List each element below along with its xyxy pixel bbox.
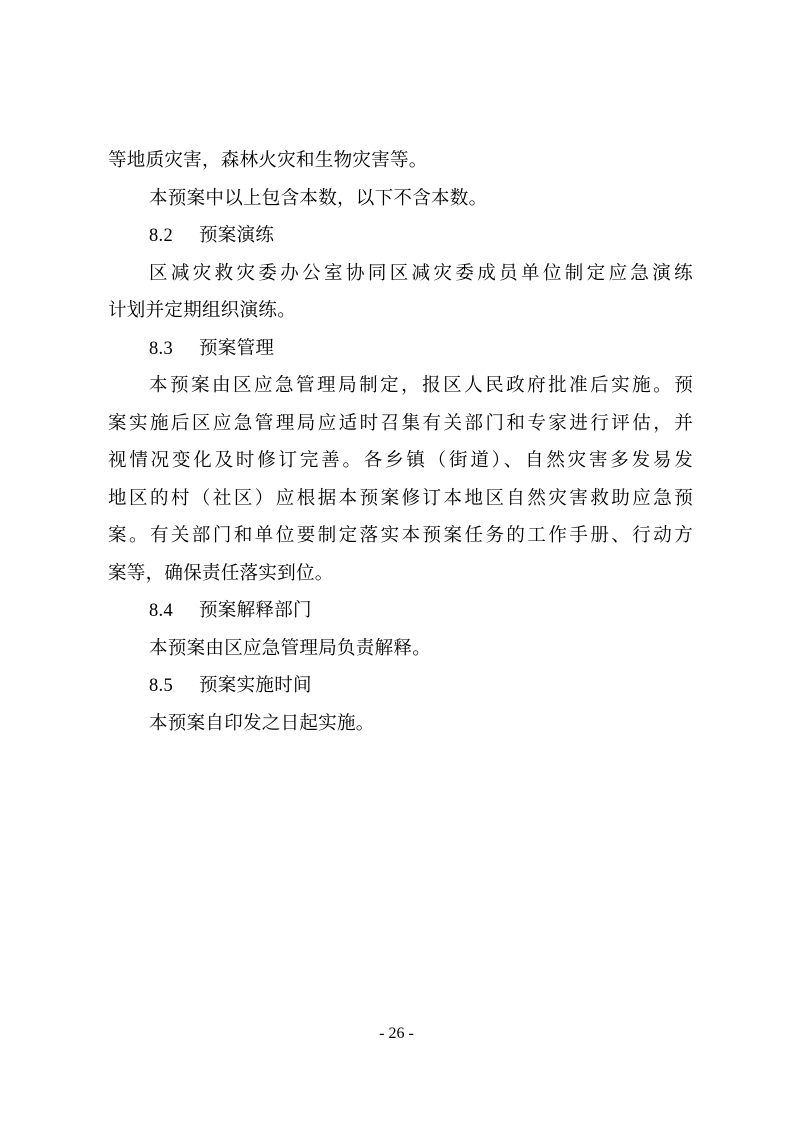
- section-heading-8-3: [108, 330, 693, 368]
- document-body: [108, 142, 693, 742]
- section-heading-8-2: [108, 217, 693, 255]
- section-heading-8-4: [108, 592, 693, 630]
- body-line: 案。有关部门和单位要制定落实本预案任务的工作手册、行动方: [108, 525, 693, 546]
- body-line: 计划并定期组织演练。: [108, 300, 297, 321]
- body-line: 等地质灾害，森林火灾和生物灾害等。: [108, 150, 428, 171]
- section-title: 预案解释部门: [199, 600, 312, 621]
- section-number: 8.5: [149, 676, 174, 696]
- body-line: 案实施后区应急管理局应适时召集有关部门和专家进行评估，并: [108, 412, 693, 434]
- section-number: 8.2: [149, 226, 174, 246]
- section-number: 8.4: [149, 601, 174, 621]
- section-title: 预案演练: [199, 225, 275, 246]
- body-line: 本预案由区应急管理局制定，报区人民政府批准后实施。预: [149, 375, 693, 396]
- body-line: 地区的村（社区）应根据本预案修订本地区自然灾害救助应急预: [108, 487, 693, 509]
- body-line: 本预案自印发之日起实施。: [149, 712, 375, 734]
- section-number: 8.3: [149, 338, 174, 359]
- page-number: - 26 -: [379, 1025, 414, 1042]
- body-line: 本预案由区应急管理局负责解释。: [149, 637, 432, 659]
- body-line: 本预案中以上包含本数，以下不含本数。: [149, 187, 488, 209]
- section-title: 预案实施时间: [199, 675, 312, 696]
- body-line: 区减灾救灾委办公室协同区减灾委成员单位制定应急演练: [149, 262, 693, 284]
- section-heading-8-5: [108, 667, 693, 705]
- section-title: 预案管理: [199, 337, 275, 359]
- body-line: 视情况变化及时修订完善。各乡镇（街道）、自然灾害多发易发: [108, 450, 693, 471]
- body-line: 案等，确保责任落实到位。: [108, 562, 334, 584]
